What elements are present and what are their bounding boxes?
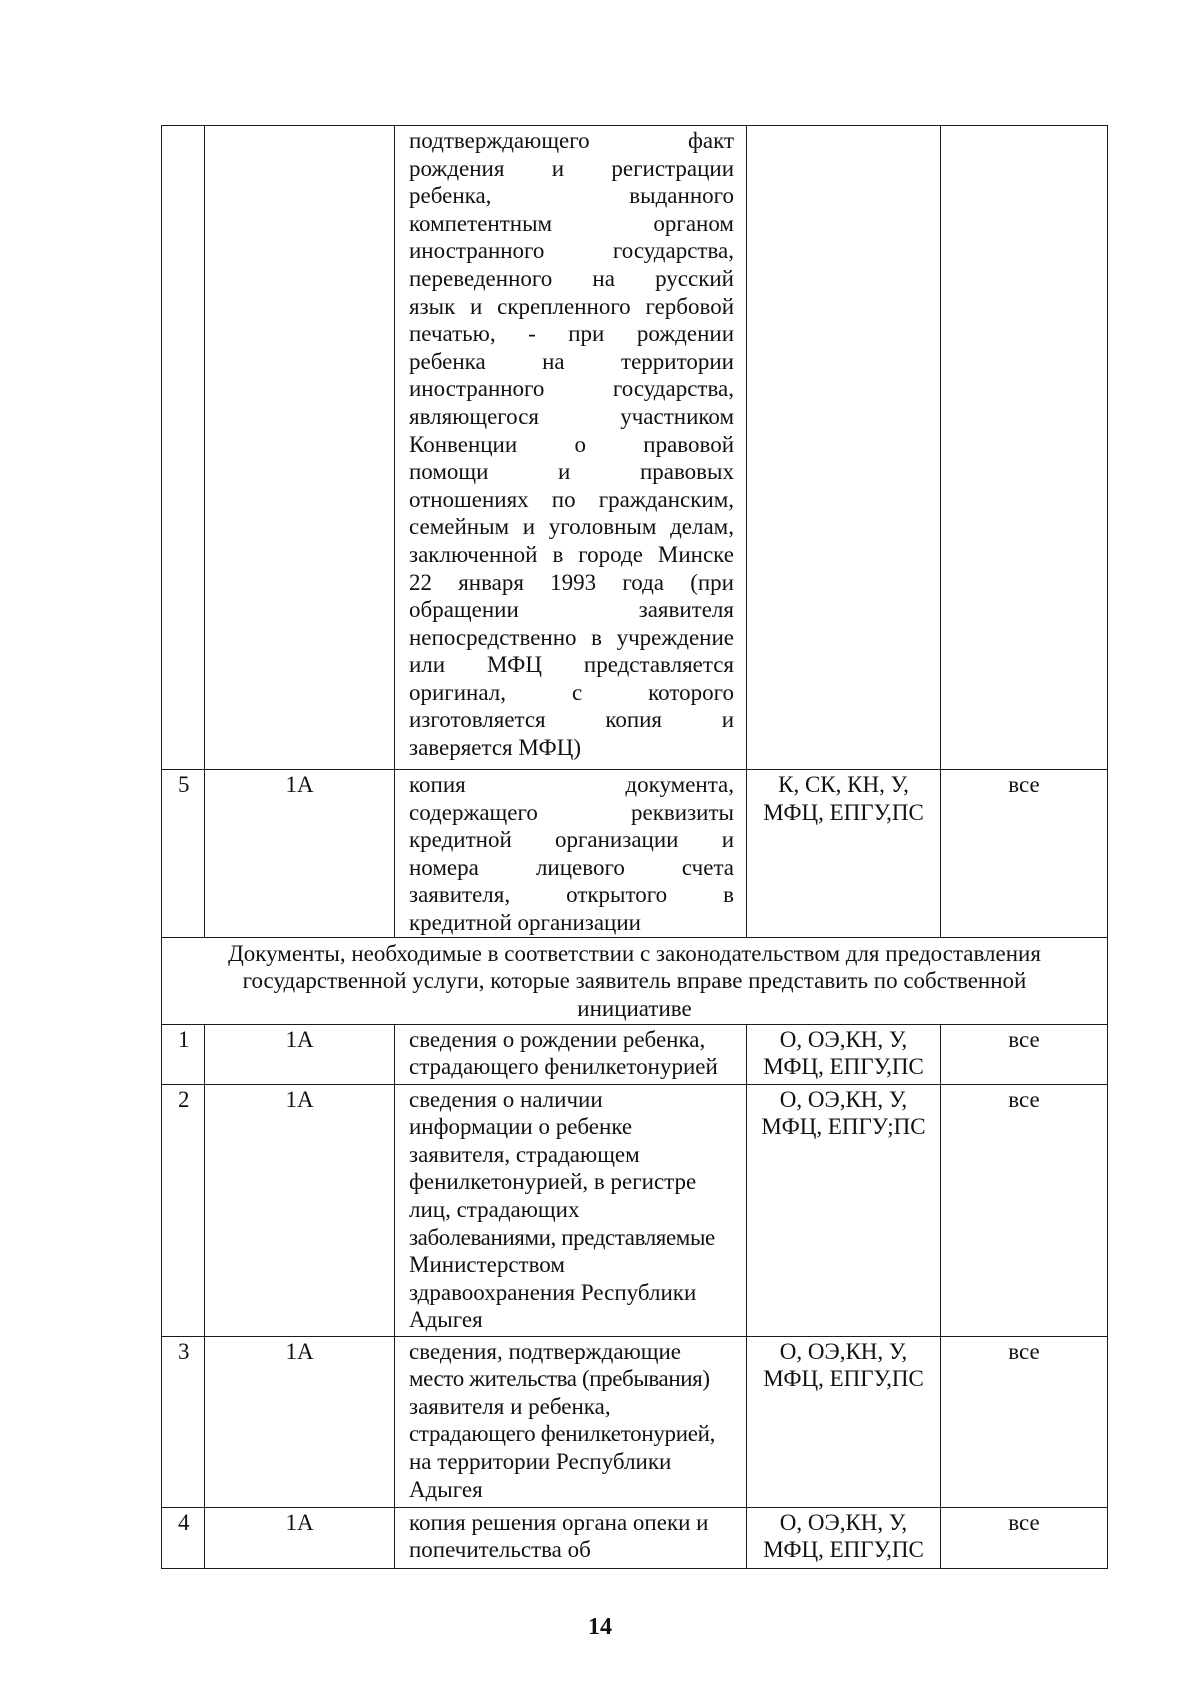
section-heading: Документы, необходимые в соответствии с законодательством для предоставления государственной услуги, которые заявитель вправе представить по собственной инициативе xyxy=(228,940,1041,1021)
row-recipients xyxy=(747,1025,940,1081)
row-applicants-cell xyxy=(941,1336,1108,1507)
row-applicants: все xyxy=(1008,772,1040,797)
recipients-line: МФЦ, ЕПГУ,ПС xyxy=(763,1537,924,1563)
row-recipients xyxy=(747,1508,940,1564)
row-code-cell xyxy=(205,1336,395,1507)
description-line: заявителя, страдающем xyxy=(409,1141,640,1167)
recipients-line: К, СК, КН, У, xyxy=(778,772,909,797)
description-line: лиц, страдающих xyxy=(409,1196,580,1222)
row-recipients-cell xyxy=(747,1507,941,1568)
row-recipients-cell xyxy=(747,1336,941,1507)
row-code-cell xyxy=(205,1507,395,1568)
row-number: 2 xyxy=(178,1086,190,1112)
description-line: заключенной в городе Минске xyxy=(409,541,734,567)
recipients-line: МФЦ, ЕПГУ,ПС xyxy=(763,1054,924,1080)
table-row xyxy=(162,1084,1108,1336)
description-line: заболеваниями, представляемые xyxy=(409,1224,715,1250)
row-number: 5 xyxy=(178,772,190,797)
description-line: страдающего фенилкетонурией xyxy=(409,1054,718,1080)
row-description xyxy=(395,1337,746,1504)
description-line: Министерством xyxy=(409,1252,565,1278)
description-line: ребенка на территории xyxy=(409,348,734,374)
recipients-line: МФЦ, ЕПГУ,ПС xyxy=(763,1366,924,1392)
row-recipients-cell xyxy=(747,1024,941,1084)
description-line: сведения о рождении ребенка, xyxy=(409,1026,706,1052)
description-line: печатью, - при рождении xyxy=(409,321,734,347)
recipients-line: О, ОЭ,КН, У, xyxy=(779,1026,908,1052)
row-applicants: все xyxy=(1008,1086,1040,1112)
row-description-cell xyxy=(395,770,747,938)
table-row xyxy=(162,1336,1108,1507)
description-line: язык и скрепленного гербовой xyxy=(409,293,734,319)
row-code-cell xyxy=(205,1024,395,1084)
description-line: здравоохранения Республики xyxy=(409,1279,697,1305)
section-row xyxy=(162,937,1108,1024)
row-applicants-cell xyxy=(941,126,1108,770)
description-line: место жительства (пребывания) xyxy=(409,1366,710,1392)
description-line: подтверждающего факт xyxy=(409,128,734,153)
row-description xyxy=(395,1025,746,1081)
table-row xyxy=(162,1507,1108,1568)
row-description xyxy=(395,1508,746,1564)
recipients-line: О, ОЭ,КН, У, xyxy=(779,1338,908,1364)
description-line: семейным и уголовным делам, xyxy=(409,514,734,540)
description-line: кредитной организации и xyxy=(409,827,734,853)
description-line: страдающего фенилкетонурией, xyxy=(409,1421,716,1447)
row-number: 3 xyxy=(178,1338,190,1364)
description-line: заверяется МФЦ) xyxy=(409,735,581,761)
row-recipients-cell xyxy=(747,126,941,770)
description-line: обращении заявителя xyxy=(409,597,734,623)
row-applicants-cell xyxy=(941,1507,1108,1568)
recipients-line: МФЦ, ЕПГУ;ПС xyxy=(761,1114,926,1140)
description-line: Адыгея xyxy=(409,1476,483,1502)
description-line: кредитной организации xyxy=(409,909,641,935)
description-line: иностранного государства, xyxy=(409,238,734,264)
table-row xyxy=(162,1024,1108,1084)
row-code-cell xyxy=(205,1084,395,1336)
row-applicants: все xyxy=(1008,1338,1040,1364)
description-line: являющегося участником xyxy=(409,403,734,429)
description-line: заявителя и ребенка, xyxy=(409,1393,611,1419)
row-applicants: все xyxy=(1008,1026,1040,1052)
row-applicants-cell xyxy=(941,1024,1108,1084)
description-line: копия документа, xyxy=(409,772,734,797)
description-line: переведенного на русский xyxy=(409,265,734,291)
row-code: 1А xyxy=(285,1509,314,1535)
row-code: 1А xyxy=(285,1086,314,1112)
recipients-line: О, ОЭ,КН, У, xyxy=(779,1086,908,1112)
row-number-cell xyxy=(162,770,205,938)
row-code: 1А xyxy=(285,772,314,797)
description-line: оригинал, с которого xyxy=(409,679,734,705)
row-description xyxy=(395,770,746,937)
row-applicants-cell xyxy=(941,1084,1108,1336)
row-code: 1А xyxy=(285,1026,314,1052)
description-line: ребенка, выданного xyxy=(409,183,734,209)
row-applicants-cell xyxy=(941,770,1108,938)
description-line: 22 января 1993 года (при xyxy=(409,569,734,595)
description-line: компетентным органом xyxy=(409,210,734,236)
row-code-cell xyxy=(205,770,395,938)
description-line: рождения и регистрации xyxy=(409,155,734,181)
section-heading-cell xyxy=(162,937,1108,1024)
row-number-cell xyxy=(162,1084,205,1336)
row-description-cell xyxy=(395,1084,747,1336)
continuation-description xyxy=(395,126,746,762)
description-line: изготовляется копия и xyxy=(409,707,734,733)
row-recipients-cell xyxy=(747,1084,941,1336)
row-applicants: все xyxy=(1008,1509,1040,1535)
row-number: 1 xyxy=(178,1026,190,1052)
description-line: содержащего реквизиты xyxy=(409,799,734,825)
row-number-cell xyxy=(162,1024,205,1084)
row-number-cell xyxy=(162,1507,205,1568)
description-line: номера лицевого счета xyxy=(409,854,734,880)
description-line: непосредственно в учреждение xyxy=(409,624,734,650)
description-line: сведения о наличии xyxy=(409,1086,603,1112)
row-code: 1А xyxy=(285,1338,314,1364)
row-description-cell xyxy=(395,1507,747,1568)
description-line: Конвенции о правовой xyxy=(409,431,734,457)
row-number-cell xyxy=(162,126,205,770)
page-number: 14 xyxy=(588,1614,612,1640)
description-line: заявителя, открытого в xyxy=(409,882,734,908)
description-line: иностранного государства, xyxy=(409,376,734,402)
row-description-cell xyxy=(395,1336,747,1507)
description-line: Адыгея xyxy=(409,1307,483,1333)
row-number: 4 xyxy=(178,1509,190,1535)
row-recipients xyxy=(747,1337,940,1393)
row-recipients xyxy=(747,1085,940,1141)
description-line: попечительства об xyxy=(409,1537,591,1563)
row-description xyxy=(395,1085,746,1334)
row-description-cell xyxy=(395,126,747,770)
description-line: копия решения органа опеки и xyxy=(409,1509,709,1535)
description-line: информации о ребенке xyxy=(409,1114,633,1140)
row-recipients-cell xyxy=(747,770,941,938)
table-row xyxy=(162,770,1108,938)
documents-table xyxy=(161,125,1108,1569)
description-line: помощи и правовых xyxy=(409,459,734,485)
row-recipients xyxy=(747,770,940,826)
description-line: или МФЦ представляется xyxy=(409,652,734,678)
recipients-line: МФЦ, ЕПГУ,ПС xyxy=(763,799,924,825)
table-row xyxy=(162,126,1108,770)
description-line: сведения, подтверждающие xyxy=(409,1338,681,1364)
description-line: на территории Республики xyxy=(409,1448,672,1474)
description-line: фенилкетонурией, в регистре xyxy=(409,1169,697,1195)
row-description-cell xyxy=(395,1024,747,1084)
row-code-cell xyxy=(205,126,395,770)
description-line: отношениях по гражданским, xyxy=(409,486,734,512)
row-number-cell xyxy=(162,1336,205,1507)
recipients-line: О, ОЭ,КН, У, xyxy=(779,1509,908,1535)
